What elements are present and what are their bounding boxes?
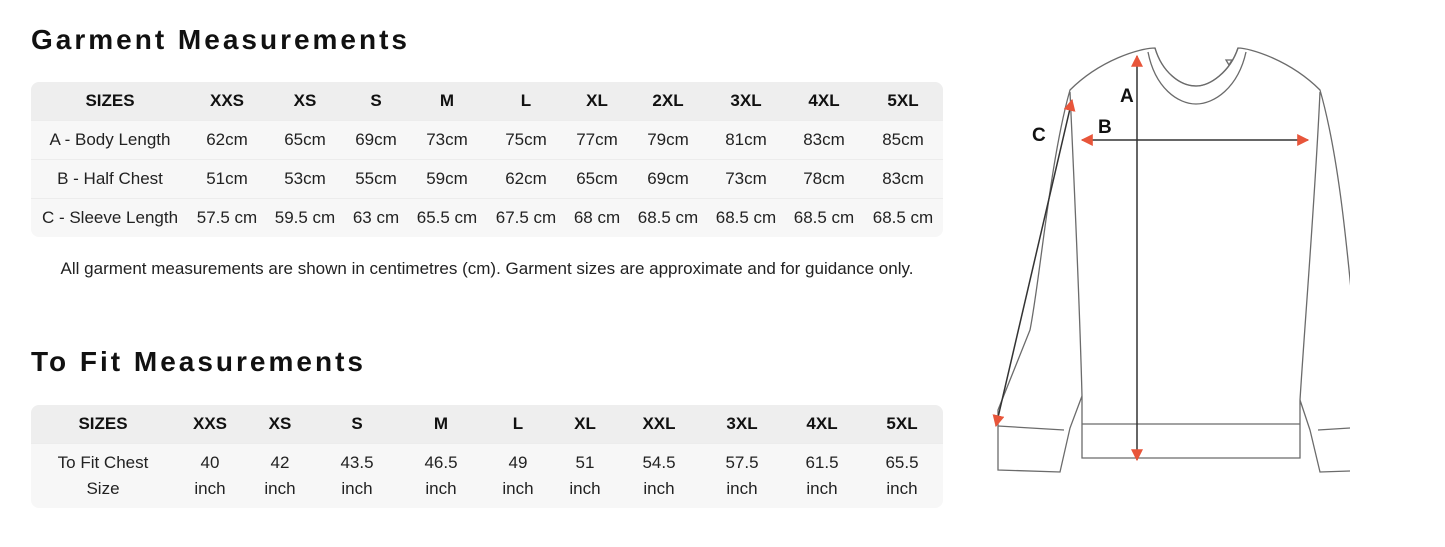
unit: inch [341, 479, 373, 498]
cell-value: 67.5 cm [487, 198, 565, 237]
value: 49 [508, 453, 528, 472]
measurement-note: All garment measurements are shown in centimetres (cm). Garment sizes are approximate and for guidance only. [60, 259, 914, 278]
row-label-line: Size [86, 479, 120, 498]
value: 40 [200, 453, 220, 472]
label-c: C [1032, 125, 1046, 146]
value: 65.5 [885, 453, 919, 472]
value: 51 [575, 453, 595, 472]
cell-value: 63 cm [345, 198, 407, 237]
cell-value: 55cm [345, 159, 407, 198]
cell-value [553, 443, 617, 508]
header-size: XS [265, 82, 345, 120]
table-row [31, 198, 943, 237]
header-size: 2XL [629, 82, 707, 120]
cell-value: 83cm [785, 120, 863, 159]
cell-value: 53cm [265, 159, 345, 198]
header-size: XXS [175, 405, 245, 443]
value: 43.5 [340, 453, 374, 472]
cell-value [617, 443, 701, 508]
row-label: B - Half Chest [31, 159, 189, 198]
header-sizes: SIZES [31, 405, 175, 443]
row-label: C - Sleeve Length [31, 198, 189, 237]
header-size: 3XL [707, 82, 785, 120]
header-size: 5XL [861, 405, 943, 443]
cell-value: 81cm [707, 120, 785, 159]
cell-value [315, 443, 399, 508]
cell-value: 65cm [565, 159, 629, 198]
unit: inch [502, 479, 534, 498]
sweatshirt-outline [998, 48, 1350, 472]
cell-value: 62cm [487, 159, 565, 198]
table-row [31, 443, 943, 508]
header-size: M [407, 82, 487, 120]
value: 54.5 [642, 453, 676, 472]
unit: inch [264, 479, 296, 498]
cell-value: 68.5 cm [785, 198, 863, 237]
cell-value: 73cm [407, 120, 487, 159]
header-size: S [345, 82, 407, 120]
cell-value: 83cm [863, 159, 943, 198]
cell-value [783, 443, 861, 508]
to-fit-measurements-table [31, 405, 943, 508]
value: 42 [270, 453, 290, 472]
header-size: XS [245, 405, 315, 443]
header-size: XL [553, 405, 617, 443]
cell-value [175, 443, 245, 508]
cell-value: 68 cm [565, 198, 629, 237]
unit: inch [806, 479, 838, 498]
cell-value: 85cm [863, 120, 943, 159]
header-size: L [483, 405, 553, 443]
cell-value: 65cm [265, 120, 345, 159]
header-size: XXS [189, 82, 265, 120]
cell-value: 59.5 cm [265, 198, 345, 237]
cell-value: 75cm [487, 120, 565, 159]
header-size: 5XL [863, 82, 943, 120]
cell-value [483, 443, 553, 508]
unit: inch [425, 479, 457, 498]
cell-value: 57.5 cm [189, 198, 265, 237]
to-fit-header-row [31, 405, 943, 443]
header-size: 4XL [785, 82, 863, 120]
table-row [31, 159, 943, 198]
label-a: A [1120, 86, 1134, 107]
cell-value: 73cm [707, 159, 785, 198]
garment-measurements-title: Garment Measurements [31, 24, 411, 55]
garment-measurements-table [31, 82, 943, 237]
cell-value: 68.5 cm [863, 198, 943, 237]
unit: inch [886, 479, 918, 498]
value: 46.5 [424, 453, 458, 472]
cell-value [861, 443, 943, 508]
cell-value: 78cm [785, 159, 863, 198]
table-row [31, 120, 943, 159]
cell-value: 62cm [189, 120, 265, 159]
row-label: A - Body Length [31, 120, 189, 159]
cell-value: 51cm [189, 159, 265, 198]
cell-value: 68.5 cm [707, 198, 785, 237]
header-size: M [399, 405, 483, 443]
unit: inch [643, 479, 675, 498]
unit: inch [726, 479, 758, 498]
to-fit-measurements-title: To Fit Measurements [31, 346, 366, 377]
cell-value: 59cm [407, 159, 487, 198]
unit: inch [194, 479, 226, 498]
value: 57.5 [725, 453, 759, 472]
header-size: XL [565, 82, 629, 120]
header-size: 3XL [701, 405, 783, 443]
label-b: B [1098, 117, 1112, 138]
header-size: 4XL [783, 405, 861, 443]
header-sizes: SIZES [31, 82, 189, 120]
garment-header-row [31, 82, 943, 120]
cell-value [245, 443, 315, 508]
row-label-line: To Fit Chest [57, 453, 149, 472]
cell-value: 69cm [345, 120, 407, 159]
header-size: S [315, 405, 399, 443]
header-size: XXL [617, 405, 701, 443]
sweatshirt-diagram [990, 40, 1350, 490]
cell-value: 68.5 cm [629, 198, 707, 237]
cell-value: 65.5 cm [407, 198, 487, 237]
unit: inch [569, 479, 601, 498]
cell-value: 77cm [565, 120, 629, 159]
row-label [31, 443, 175, 508]
header-size: L [487, 82, 565, 120]
cell-value [399, 443, 483, 508]
cell-value: 79cm [629, 120, 707, 159]
cell-value: 69cm [629, 159, 707, 198]
value: 61.5 [805, 453, 839, 472]
cell-value [701, 443, 783, 508]
